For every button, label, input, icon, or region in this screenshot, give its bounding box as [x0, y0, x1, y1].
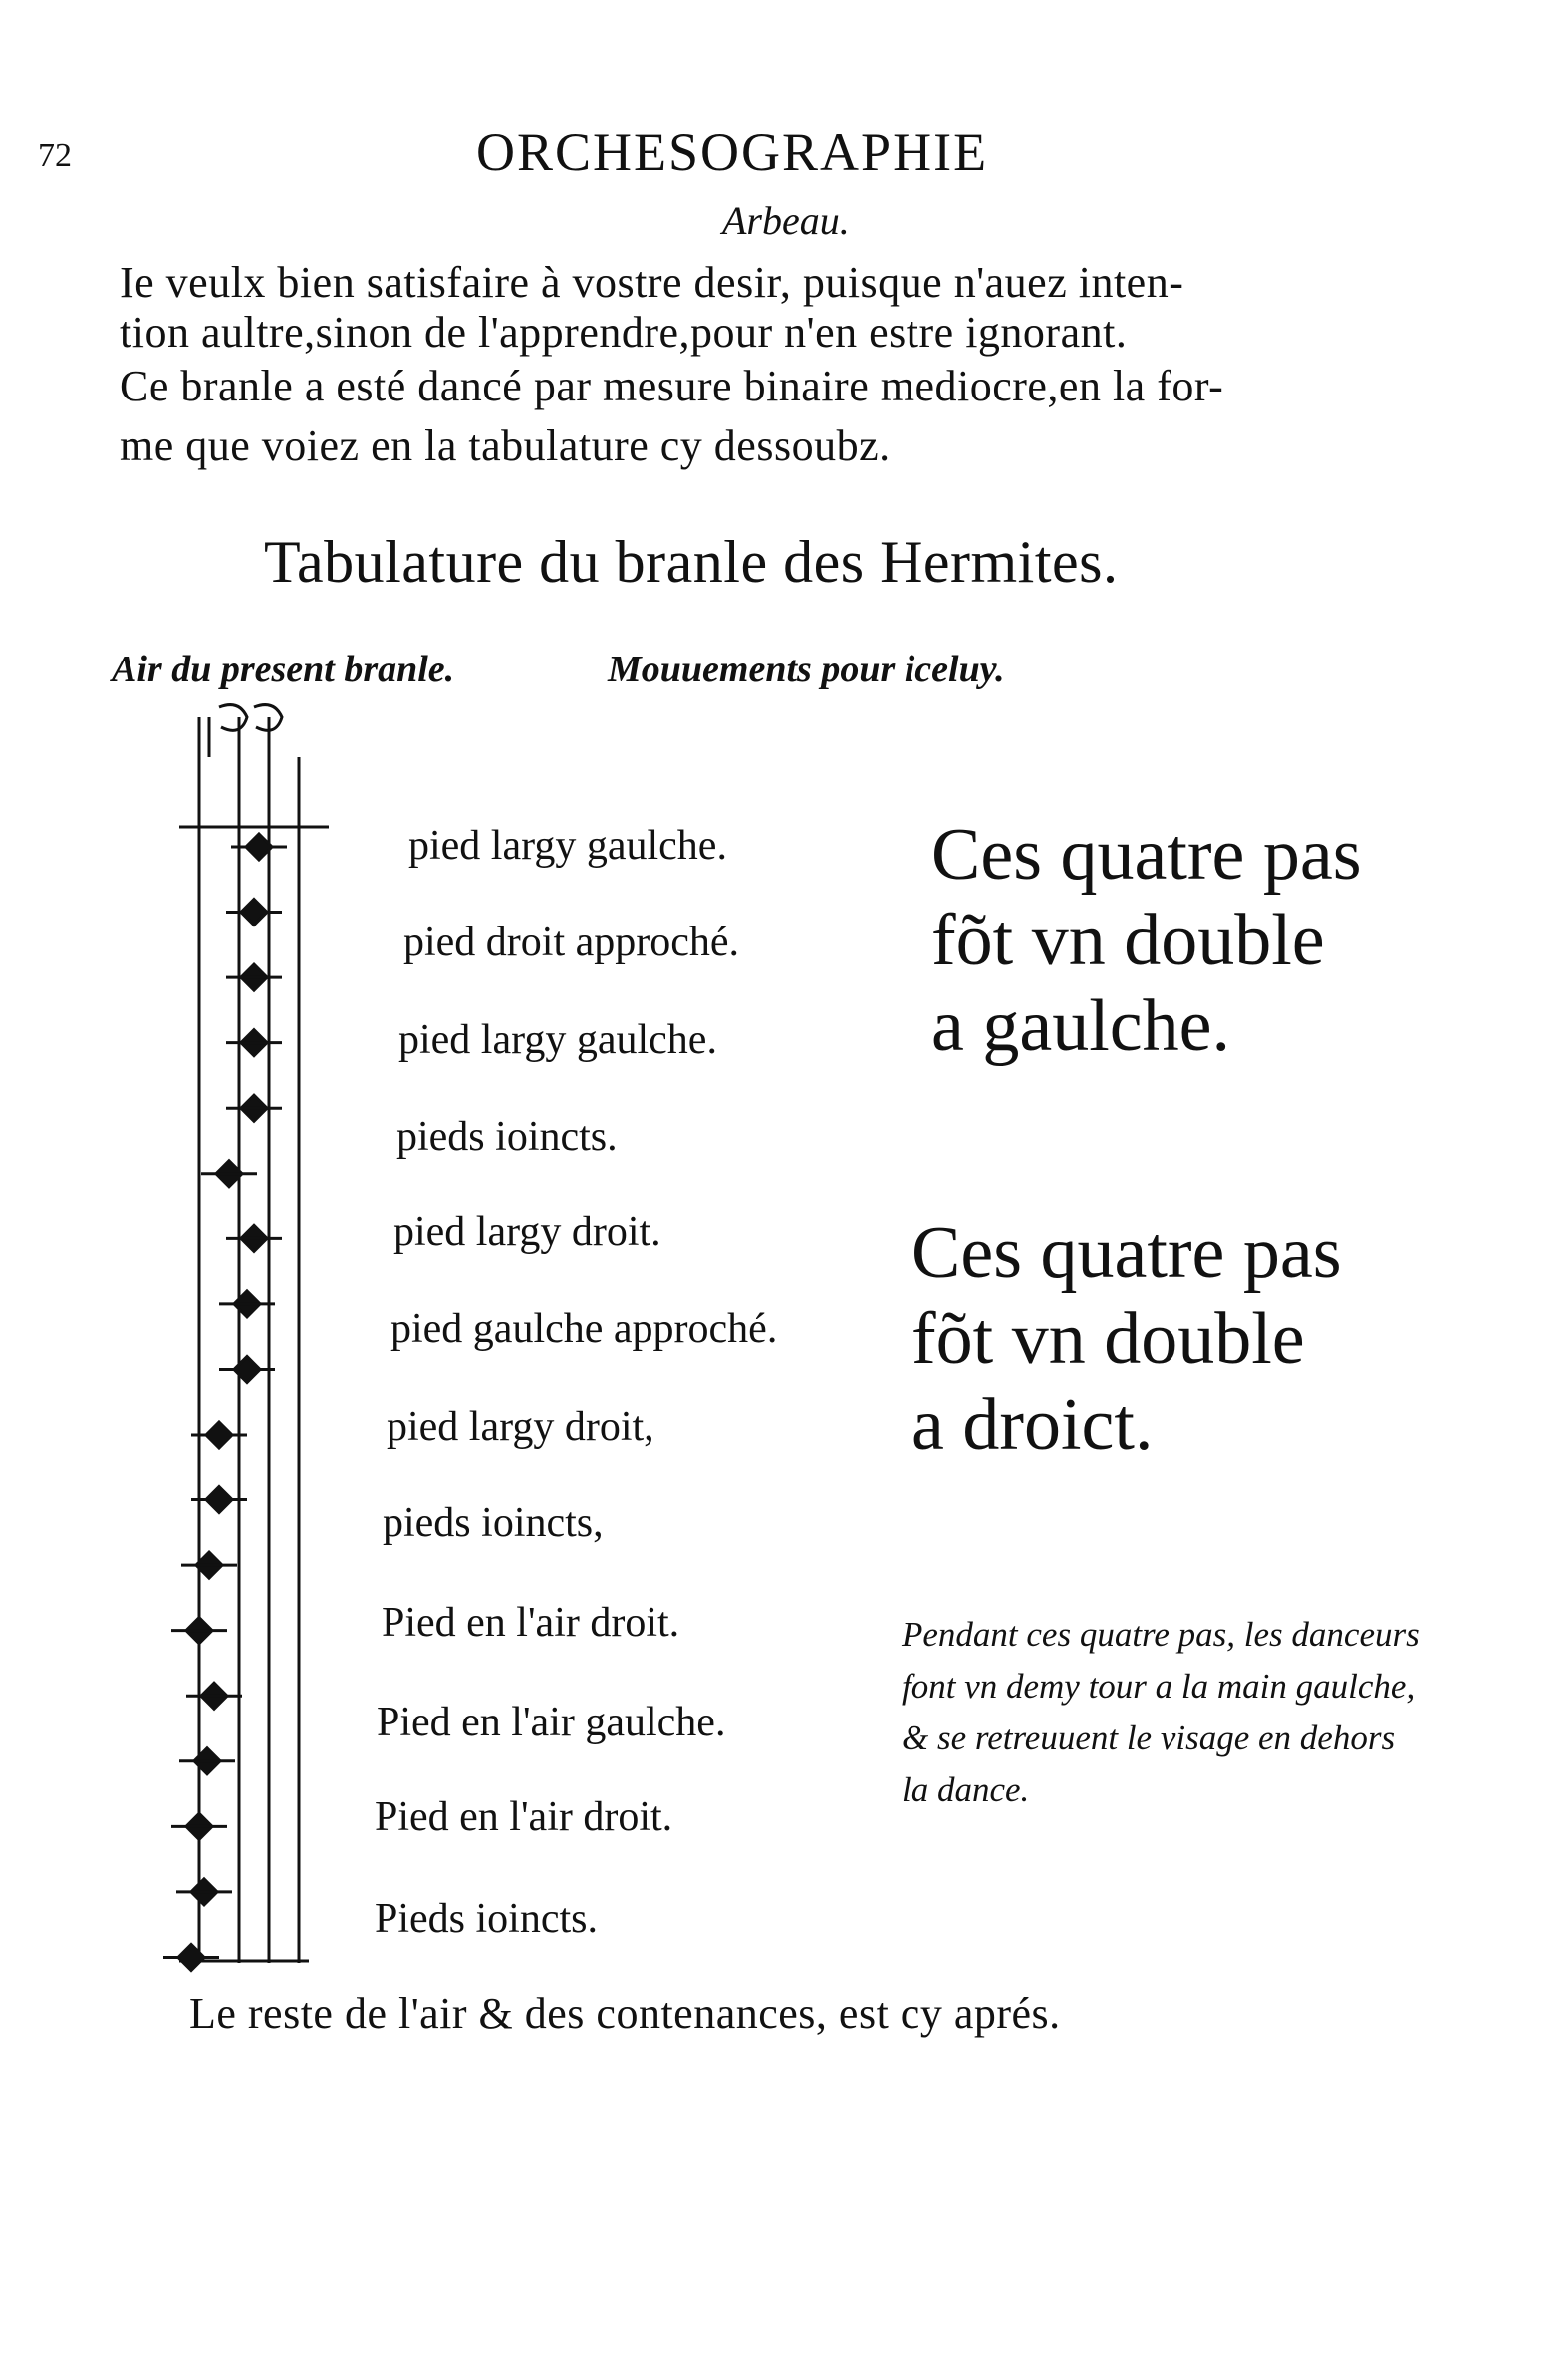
intro-line: Ie veulx bien satisfaire à vostre desir, puisque n'auez inten- [120, 258, 1184, 307]
group-annotation-left [931, 812, 1362, 1069]
group-line: Ces quatre pas [931, 814, 1362, 896]
group-annotation-right [911, 1210, 1342, 1467]
group-line: Ces quatre pas [911, 1212, 1342, 1294]
step-line: pieds ioincts. [396, 1114, 618, 1160]
group-line: a gaulche. [931, 985, 1230, 1067]
step-line: Pied en l'air gaulche. [377, 1700, 726, 1745]
movements-column-header: Mouuements pour iceluy. [608, 649, 1005, 690]
page-number: 72 [38, 137, 72, 174]
step-line: Pied en l'air droit. [375, 1794, 673, 1840]
turn-note: Pendant ces quatre pas, les danceurs font vn demy tour a la main gaulche, & se retreuuent le visage en dehors la dance. [902, 1615, 1420, 1809]
group-line: fõt vn double [931, 900, 1325, 981]
step-line: pied droit approché. [403, 920, 740, 965]
step-line: pied largy droit, [387, 1404, 654, 1450]
intro-line: tion aultre,sinon de l'apprendre,pour n'en estre ignorant. [120, 308, 1128, 357]
step-line: pied largy gaulche. [398, 1017, 717, 1063]
running-header: ORCHESOGRAPHIE [476, 123, 989, 182]
step-line: Pieds ioincts. [375, 1896, 599, 1942]
tabulature-title: Tabulature du branle des Hermites. [264, 529, 1119, 595]
footer-line: Le reste de l'air & des contenances, est cy aprés. [189, 1989, 1061, 2038]
step-line: pied gaulche approché. [390, 1306, 778, 1352]
group-line: fõt vn double [911, 1298, 1305, 1380]
air-column-header: Air du present branle. [112, 649, 455, 690]
intro-line: Ce branle a esté dancé par mesure binaire mediocre,en la for- [120, 362, 1224, 410]
step-line: Pied en l'air droit. [382, 1600, 680, 1646]
step-line: pied largy gaulche. [408, 823, 727, 869]
group-line: a droict. [911, 1384, 1154, 1465]
step-line: pied largy droit. [393, 1209, 661, 1255]
step-line: pieds ioincts, [383, 1500, 604, 1546]
music-staff-icon [139, 697, 339, 1978]
speaker-name: Arbeau. [722, 198, 850, 243]
intro-line: me que voiez en la tabulature cy dessoubz. [120, 421, 891, 470]
